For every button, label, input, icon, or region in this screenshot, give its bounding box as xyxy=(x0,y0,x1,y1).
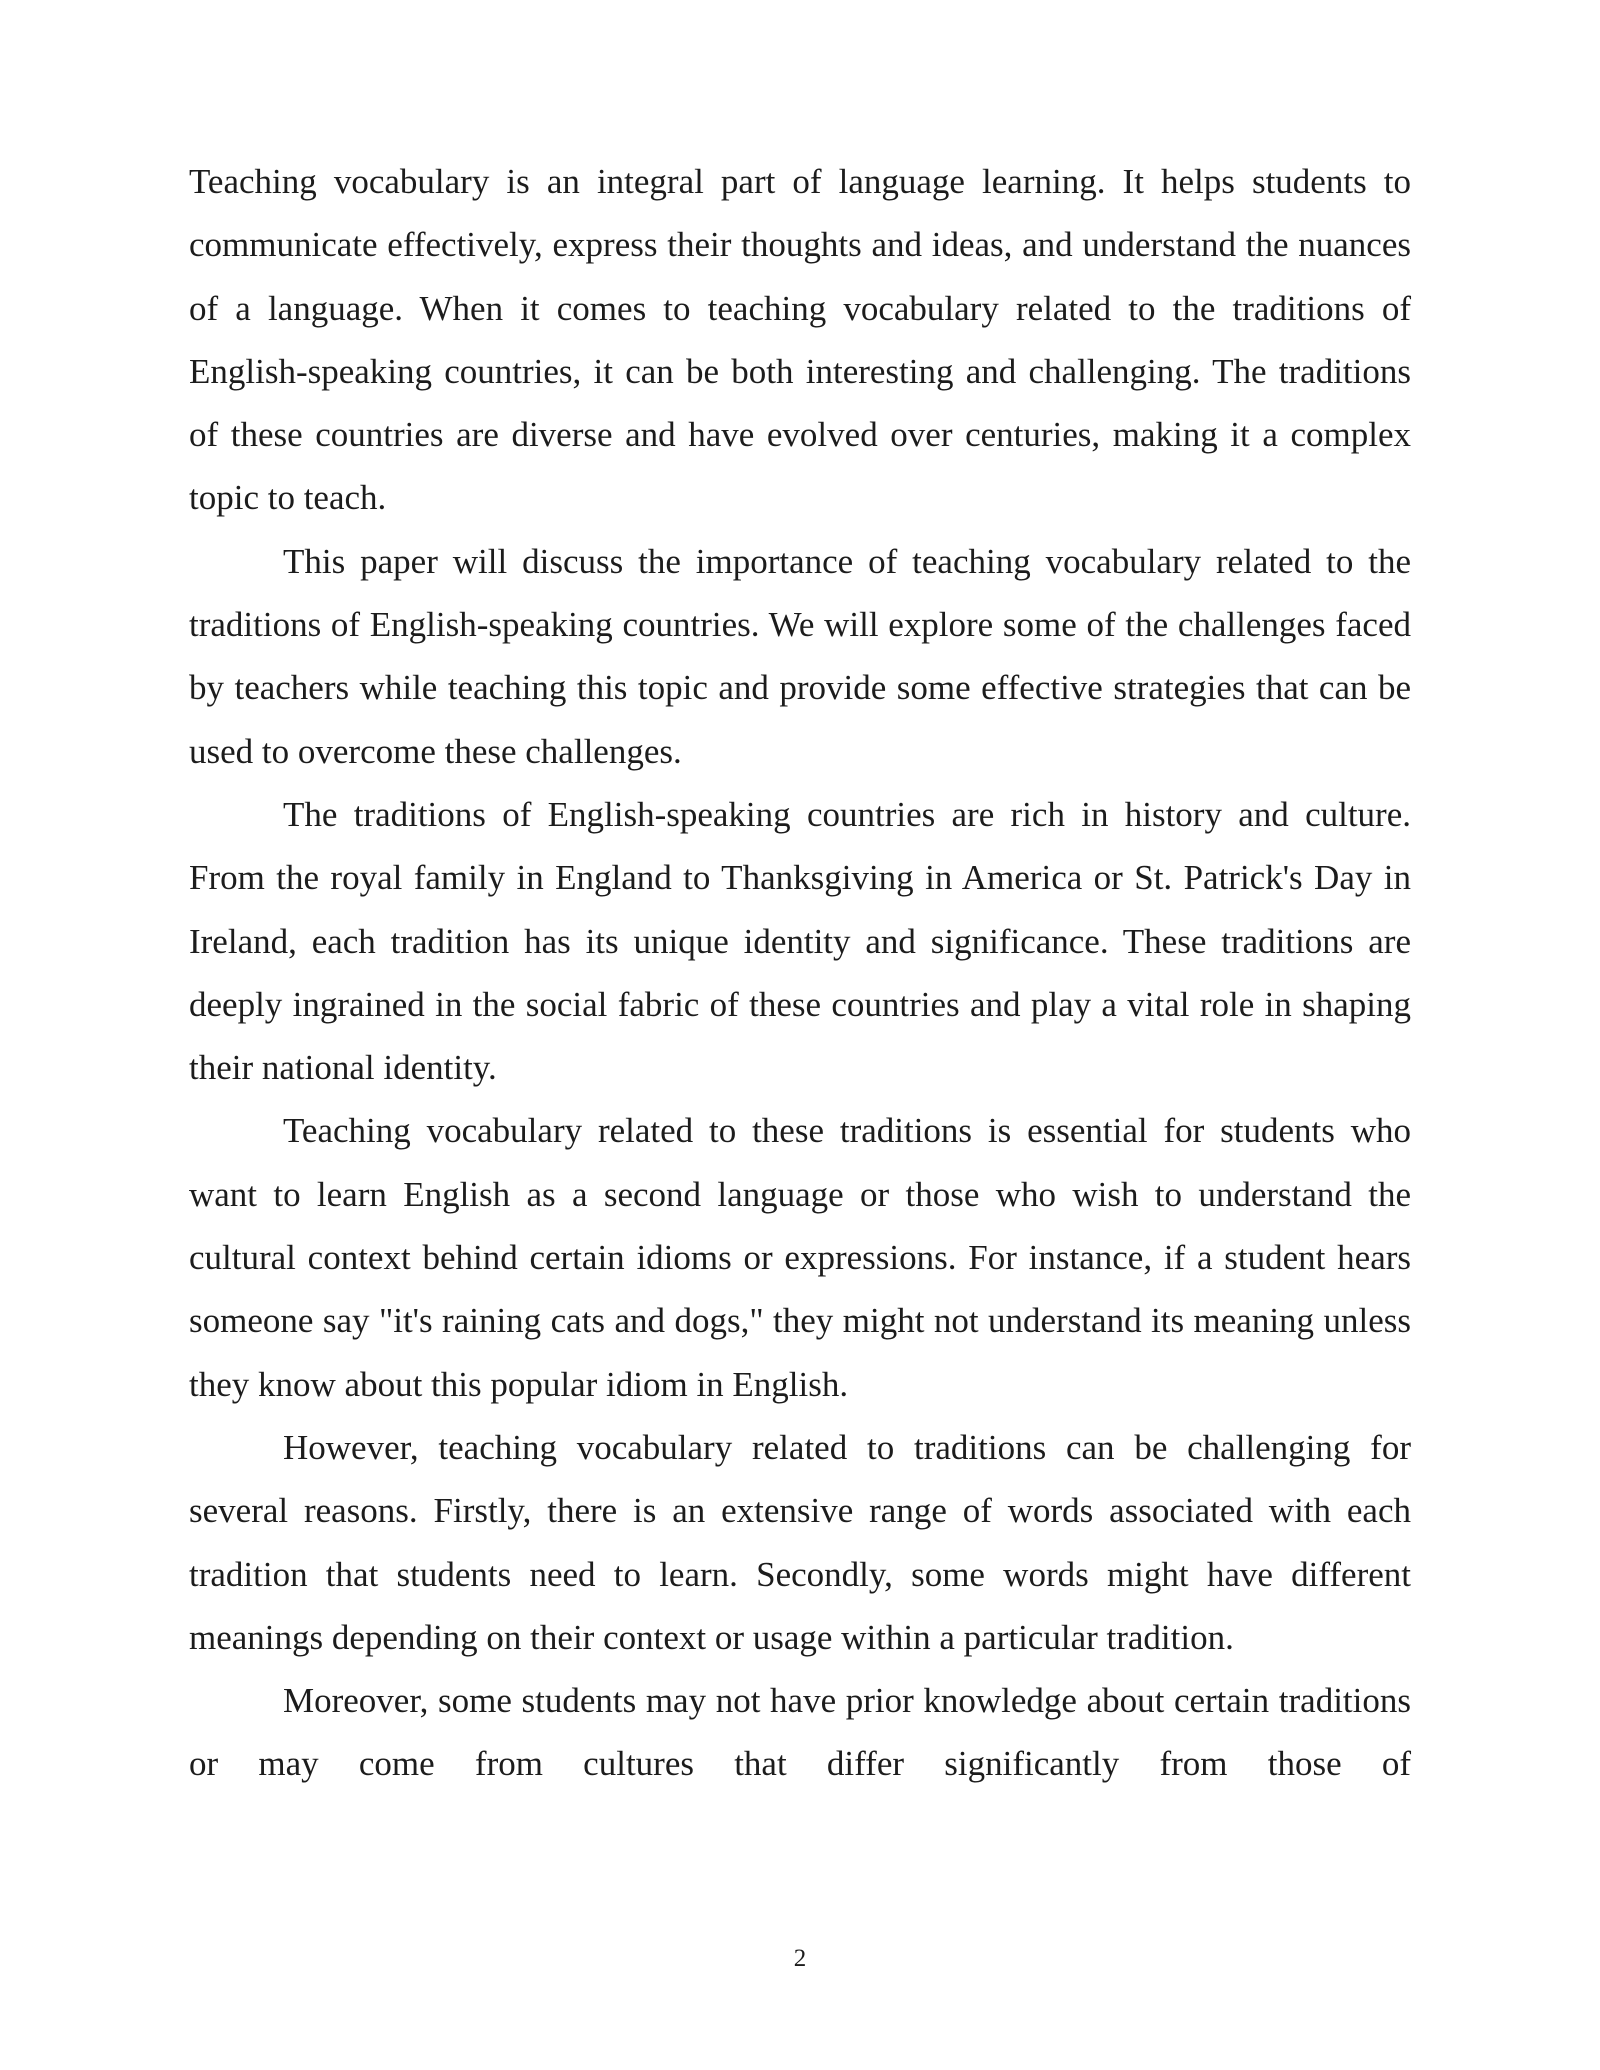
paragraph-4: Teaching vocabulary related to these traditions is essential for students who want to learn English as a second language or those who wish to understand the cultural context behind certain idioms or expressions. For instance, if a student hears someone say "it's raining cats and dogs," they might not understand its meaning unless they know about this popular idiom in English. xyxy=(189,1111,1411,1404)
paragraph-3: The traditions of English-speaking countries are rich in history and culture. From the royal family in England to Thanksgiving in America or St. Patrick's Day in Ireland, each tradition has its unique identity and significance. These traditions are deeply ingrained in the social fabric of these countries and play a vital role in shaping their national identity. xyxy=(189,794,1411,1088)
page-number: 2 xyxy=(793,1945,807,1972)
paragraph-1: Teaching vocabulary is an integral part of language learning. It helps students to communicate effectively, express their thoughts and ideas, and understand the nuances of a language. When it comes to teaching vocabulary related to the traditions of English-speaking countries, it can be both interesting and challenging. The traditions of these countries are diverse and have evolved over centuries, making it a complex topic to teach. xyxy=(189,162,1411,518)
paragraph-6: Moreover, some students may not have prior knowledge about certain traditions or may come from cultures that differ significantly from those of xyxy=(189,1681,1411,1784)
body-text xyxy=(189,150,1411,1796)
paragraph-5: However, teaching vocabulary related to traditions can be challenging for several reasons. Firstly, there is an extensive range of words associated with each tradition that students need to learn. Secondly, some words might have different meanings depending on their context or usage within a particular tradition. xyxy=(189,1427,1411,1657)
paragraph-2: This paper will discuss the importance of teaching vocabulary related to the traditions of English-speaking countries. We will explore some of the challenges faced by teachers while teaching this topic and provide some effective strategies that can be used to overcome these challenges. xyxy=(189,541,1411,771)
